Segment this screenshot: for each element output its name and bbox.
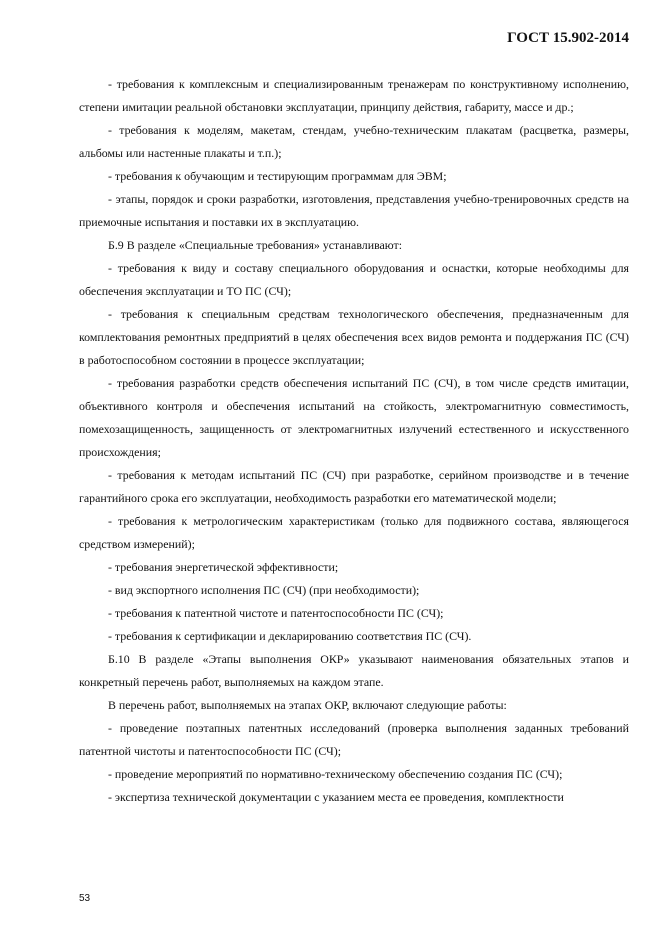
document-body	[79, 73, 629, 809]
paragraph: - требования к специальным средствам технологического обеспечения, предназначенным для комплектования ремонтных предприятий в целях обеспечения всех видов ремонта и поддержания ПС (СЧ) в работоспособном состоянии в процессе эксплуатации;	[79, 307, 629, 367]
page-number: 53	[79, 893, 91, 904]
paragraph: - требования к методам испытаний ПС (СЧ) при разработке, серийном производстве и в течение гарантийного срока его эксплуатации, необходимость разработки его математической модели;	[79, 468, 629, 505]
paragraph: - проведение поэтапных патентных исследований (проверка выполнения заданных требований патентной чистоты и патентоспособности ПС (СЧ);	[79, 721, 629, 758]
paragraph: В перечень работ, выполняемых на этапах ОКР, включают следующие работы:	[108, 698, 507, 712]
paragraph: - требования энергетической эффективности;	[108, 560, 339, 574]
paragraph: - требования к сертификации и декларированию соответствия ПС (СЧ).	[108, 629, 472, 643]
document-code-header: ГОСТ 15.902-2014	[507, 30, 629, 46]
paragraph: - требования к метрологическим характеристикам (только для подвижного состава, являющегося средством измерений);	[79, 514, 629, 551]
paragraph: - требования к виду и составу специального оборудования и оснастки, которые необходимы для обеспечения эксплуатации и ТО ПС (СЧ);	[79, 261, 629, 298]
paragraph: - требования к комплексным и специализированным тренажерам по конструктивному исполнению, степени имитации реальной обстановки эксплуатации, принципу действия, габариту, массе и др.;	[79, 77, 629, 114]
paragraph: - требования разработки средств обеспечения испытаний ПС (СЧ), в том числе средств имитации, объективного контроля и обеспечения испытаний на стойкость, электромагнитную совместимость, помехозащищенность, защищенность от электромагнитных излучений естественного и искусственного происхождения;	[79, 376, 629, 459]
section-heading-paragraph: Б.10 В разделе «Этапы выполнения ОКР» указывают наименования обязательных этапов и конкретный перечень работ, выполняемых на каждом этапе.	[79, 652, 629, 689]
paragraph: - проведение мероприятий по нормативно-техническому обеспечению создания ПС (СЧ);	[108, 767, 563, 781]
paragraph: - требования к моделям, макетам, стендам, учебно-техническим плакатам (расцветка, размеры, альбомы или настенные плакаты и т.п.);	[79, 123, 629, 160]
paragraph: - вид экспортного исполнения ПС (СЧ) (при необходимости);	[108, 583, 420, 597]
paragraph: - этапы, порядок и сроки разработки, изготовления, представления учебно-тренировочных средств на приемочные испытания и поставки их в эксплуатацию.	[79, 192, 629, 229]
paragraph: - требования к патентной чистоте и патентоспособности ПС (СЧ);	[108, 606, 444, 620]
paragraph: - требования к обучающим и тестирующим программам для ЭВМ;	[108, 169, 447, 183]
paragraph: - экспертиза технической документации с указанием места ее проведения, комплектности	[108, 790, 564, 804]
section-heading-paragraph: Б.9 В разделе «Специальные требования» устанавливают:	[108, 238, 403, 252]
